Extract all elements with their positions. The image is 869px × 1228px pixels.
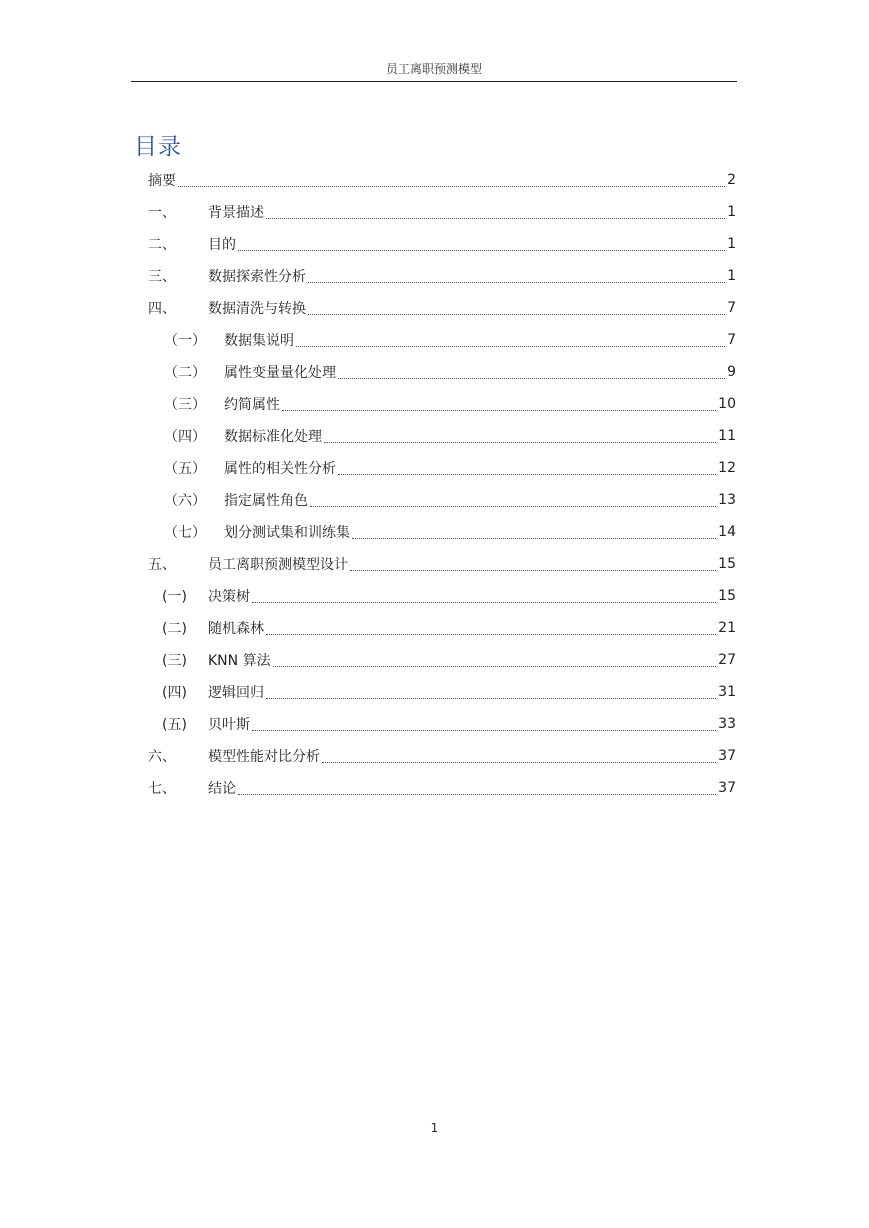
toc-entry-number: （一）: [164, 333, 206, 349]
toc-leader-dots: [310, 506, 716, 507]
toc-leader-dots: [338, 378, 725, 379]
table-of-contents: [148, 164, 736, 804]
toc-leader-dots: [308, 314, 725, 315]
toc-entry-number: 五、: [148, 557, 176, 573]
toc-leader-dots: [350, 570, 716, 571]
toc-entry[interactable]: [148, 420, 736, 452]
toc-entry[interactable]: [148, 292, 736, 324]
toc-entry[interactable]: [148, 164, 736, 196]
toc-leader-dots: [238, 794, 716, 795]
toc-entry-page: 10: [718, 396, 736, 412]
toc-entry-number: （四）: [164, 429, 206, 445]
toc-entry[interactable]: [148, 740, 736, 772]
toc-entry-label: 数据标准化处理: [224, 429, 322, 445]
toc-entry-page: 14: [718, 524, 736, 540]
toc-entry-number: （二）: [164, 365, 206, 381]
toc-entry-label: 属性的相关性分析: [224, 461, 336, 477]
toc-entry-label: 数据集说明: [224, 333, 294, 349]
toc-entry-page: 37: [718, 780, 736, 796]
toc-entry-page: 1: [727, 204, 736, 220]
toc-entry-page: 1: [727, 268, 736, 284]
toc-entry[interactable]: [148, 708, 736, 740]
toc-entry-label: 指定属性角色: [224, 493, 308, 509]
toc-entry-page: 21: [718, 620, 736, 636]
toc-entry-page: 37: [718, 748, 736, 764]
toc-leader-dots: [252, 602, 716, 603]
toc-entry-label: 模型性能对比分析: [208, 749, 320, 765]
toc-entry-number: （五）: [164, 461, 206, 477]
toc-entry-label: 划分测试集和训练集: [224, 525, 350, 541]
toc-entry-label: 随机森林: [208, 621, 264, 637]
toc-entry-number: (二): [162, 621, 187, 637]
toc-entry[interactable]: [148, 452, 736, 484]
toc-leader-dots: [266, 634, 716, 635]
toc-leader-dots: [252, 730, 716, 731]
toc-entry-label: 背景描述: [208, 205, 264, 221]
toc-entry-page: 12: [718, 460, 736, 476]
toc-entry-number: (四): [162, 685, 187, 701]
toc-entry-number: （七）: [164, 525, 206, 541]
toc-leader-dots: [266, 698, 716, 699]
toc-entry-number: 七、: [148, 781, 176, 797]
toc-leader-dots: [178, 186, 725, 187]
toc-entry-number: (五): [162, 717, 187, 733]
toc-entry-page: 15: [718, 556, 736, 572]
toc-entry-number: 三、: [148, 269, 176, 285]
toc-leader-dots: [322, 762, 716, 763]
toc-entry-label: 决策树: [208, 589, 250, 605]
page-number: 1: [430, 1121, 439, 1135]
page-header: 员工离职预测模型: [131, 60, 737, 82]
toc-entry[interactable]: [148, 612, 736, 644]
toc-leader-dots: [308, 282, 725, 283]
toc-entry[interactable]: [148, 196, 736, 228]
toc-entry-number: 二、: [148, 237, 176, 253]
toc-entry[interactable]: [148, 516, 736, 548]
toc-entry-number: (三): [162, 653, 187, 669]
toc-entry-number: 一、: [148, 205, 176, 221]
toc-entry-label: 目的: [208, 237, 236, 253]
toc-entry-page: 11: [718, 428, 736, 444]
toc-entry[interactable]: [148, 356, 736, 388]
toc-entry-number: (一): [162, 589, 187, 605]
toc-entry-page: 31: [718, 684, 736, 700]
toc-entry-label: 数据清洗与转换: [208, 301, 306, 317]
toc-entry[interactable]: [148, 388, 736, 420]
toc-entry-page: 33: [718, 716, 736, 732]
toc-entry-number: （六）: [164, 493, 206, 509]
toc-entry-page: 15: [718, 588, 736, 604]
toc-entry-label: 结论: [208, 781, 236, 797]
toc-entry[interactable]: [148, 644, 736, 676]
toc-entry-label: 属性变量量化处理: [224, 365, 336, 381]
toc-entry[interactable]: [148, 260, 736, 292]
toc-entry[interactable]: [148, 676, 736, 708]
toc-entry-label: 数据探索性分析: [208, 269, 306, 285]
toc-leader-dots: [266, 218, 725, 219]
toc-entry[interactable]: [148, 580, 736, 612]
toc-entry[interactable]: [148, 548, 736, 580]
toc-leader-dots: [296, 346, 725, 347]
toc-entry-label: 贝叶斯: [208, 717, 250, 733]
toc-leader-dots: [238, 250, 725, 251]
toc-entry-label: 逻辑回归: [208, 685, 264, 701]
toc-entry-label: 约简属性: [224, 397, 280, 413]
toc-entry-label: 摘要: [148, 173, 176, 189]
toc-entry-page: 7: [727, 300, 736, 316]
toc-leader-dots: [338, 474, 716, 475]
toc-entry-page: 2: [727, 172, 736, 188]
toc-entry[interactable]: [148, 772, 736, 804]
toc-entry[interactable]: [148, 324, 736, 356]
toc-leader-dots: [273, 666, 717, 667]
toc-entry[interactable]: [148, 228, 736, 260]
toc-leader-dots: [282, 410, 716, 411]
toc-entry-page: 1: [727, 236, 736, 252]
toc-entry-number: 六、: [148, 749, 176, 765]
toc-entry-page: 7: [727, 332, 736, 348]
toc-heading: 目录: [134, 134, 182, 160]
toc-leader-dots: [324, 442, 716, 443]
toc-entry[interactable]: [148, 484, 736, 516]
toc-entry-number: 四、: [148, 301, 176, 317]
toc-entry-page: 9: [727, 364, 736, 380]
toc-entry-number: （三）: [164, 397, 206, 413]
toc-entry-label: 员工离职预测模型设计: [208, 557, 348, 573]
toc-entry-label: KNN 算法: [208, 653, 271, 669]
toc-leader-dots: [352, 538, 716, 539]
toc-entry-page: 27: [718, 652, 736, 668]
toc-entry-page: 13: [718, 492, 736, 508]
